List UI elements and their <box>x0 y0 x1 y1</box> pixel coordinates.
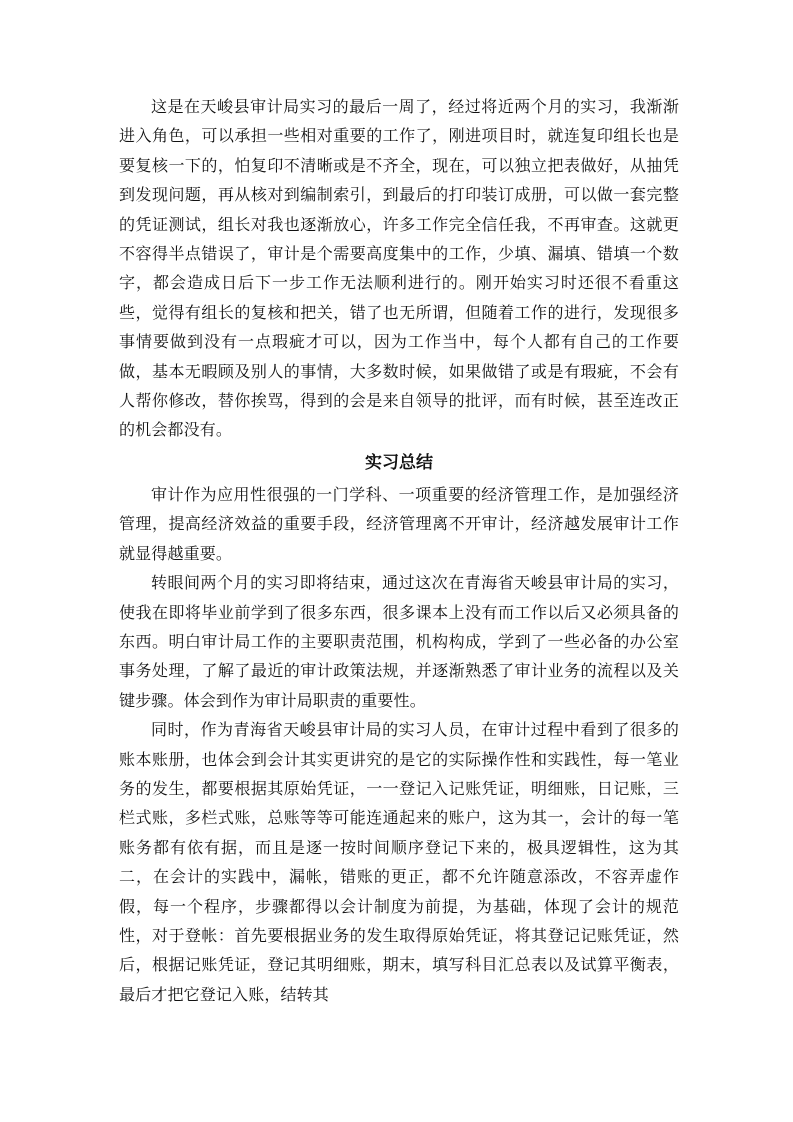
body-paragraph-3: 同时，作为青海省天峻县审计局的实习人员，在审计过程中看到了很多的账本账册，也体会到会计其实更讲究的是它的实际操作性和实践性，每一笔业务的发生，都要根据其原始凭证，一一登记入记账凭证，明细账，日记账，三栏式账，多栏式账，总账等等可能连通起来的账户，这为其一，会计的每一笔账务都有依有据，而且是逐一按时间顺序登记下来的，极具逻辑性，这为其二，在会计的实践中，漏帐，错账的更正，都不允许随意添改，不容弄虚作假，每一个程序，步骤都得以会计制度为前提，为基础，体现了会计的规范性，对于登帐：首先要根据业务的发生取得原始凭证，将其登记记账凭证，然后，根据记账凭证，登记其明细账，期末，填写科目汇总表以及试算平衡表，最后才把它登记入账，结转其 <box>119 720 679 1004</box>
document-page <box>119 92 679 1009</box>
body-paragraph-1: 审计作为应用性很强的一门学科、一项重要的经济管理工作，是加强经济管理，提高经济效益的重要手段，经济管理离不开审计，经济越发展审计工作就显得越重要。 <box>119 484 679 563</box>
section-title: 实习总结 <box>365 452 433 473</box>
intro-paragraph: 这是在天峻县审计局实习的最后一周了，经过将近两个月的实习，我渐渐进入角色，可以承担一些相对重要的工作了，刚进项目时，就连复印组长也是要复核一下的，怕复印不清晰或是不齐全，现在，可以独立把表做好，从抽凭到发现问题，再从核对到编制索引，到最后的打印装订成册，可以做一套完整的凭证测试，组长对我也逐渐放心，许多工作完全信任我，不再审查。这就更不容得半点错误了，审计是个需要高度集中的工作，少填、漏填、错填一个数字，都会造成日后下一步工作无法顺利进行的。刚开始实习时还很不看重这些，觉得有组长的复核和把关，错了也无所谓，但随着工作的进行，发现很多事情要做到没有一点瑕疵才可以，因为工作当中，每个人都有自己的工作要做，基本无暇顾及别人的事情，大多数时候，如果做错了或是有瑕疵，不会有人帮你修改，替你挨骂，得到的会是来自领导的批评，而有时候，甚至连改正的机会都没有。 <box>119 97 679 440</box>
body-paragraph-2: 转眼间两个月的实习即将结束，通过这次在青海省天峻县审计局的实习，使我在即将毕业前学到了很多东西，很多课本上没有而工作以后又必须具备的东西。明白审计局工作的主要职责范围，机构构成，学到了一些必备的办公室事务处理，了解了最近的审计政策法规，并逐渐熟悉了审计业务的流程以及关键步骤。体会到作为审计局职责的重要性。 <box>119 573 679 710</box>
